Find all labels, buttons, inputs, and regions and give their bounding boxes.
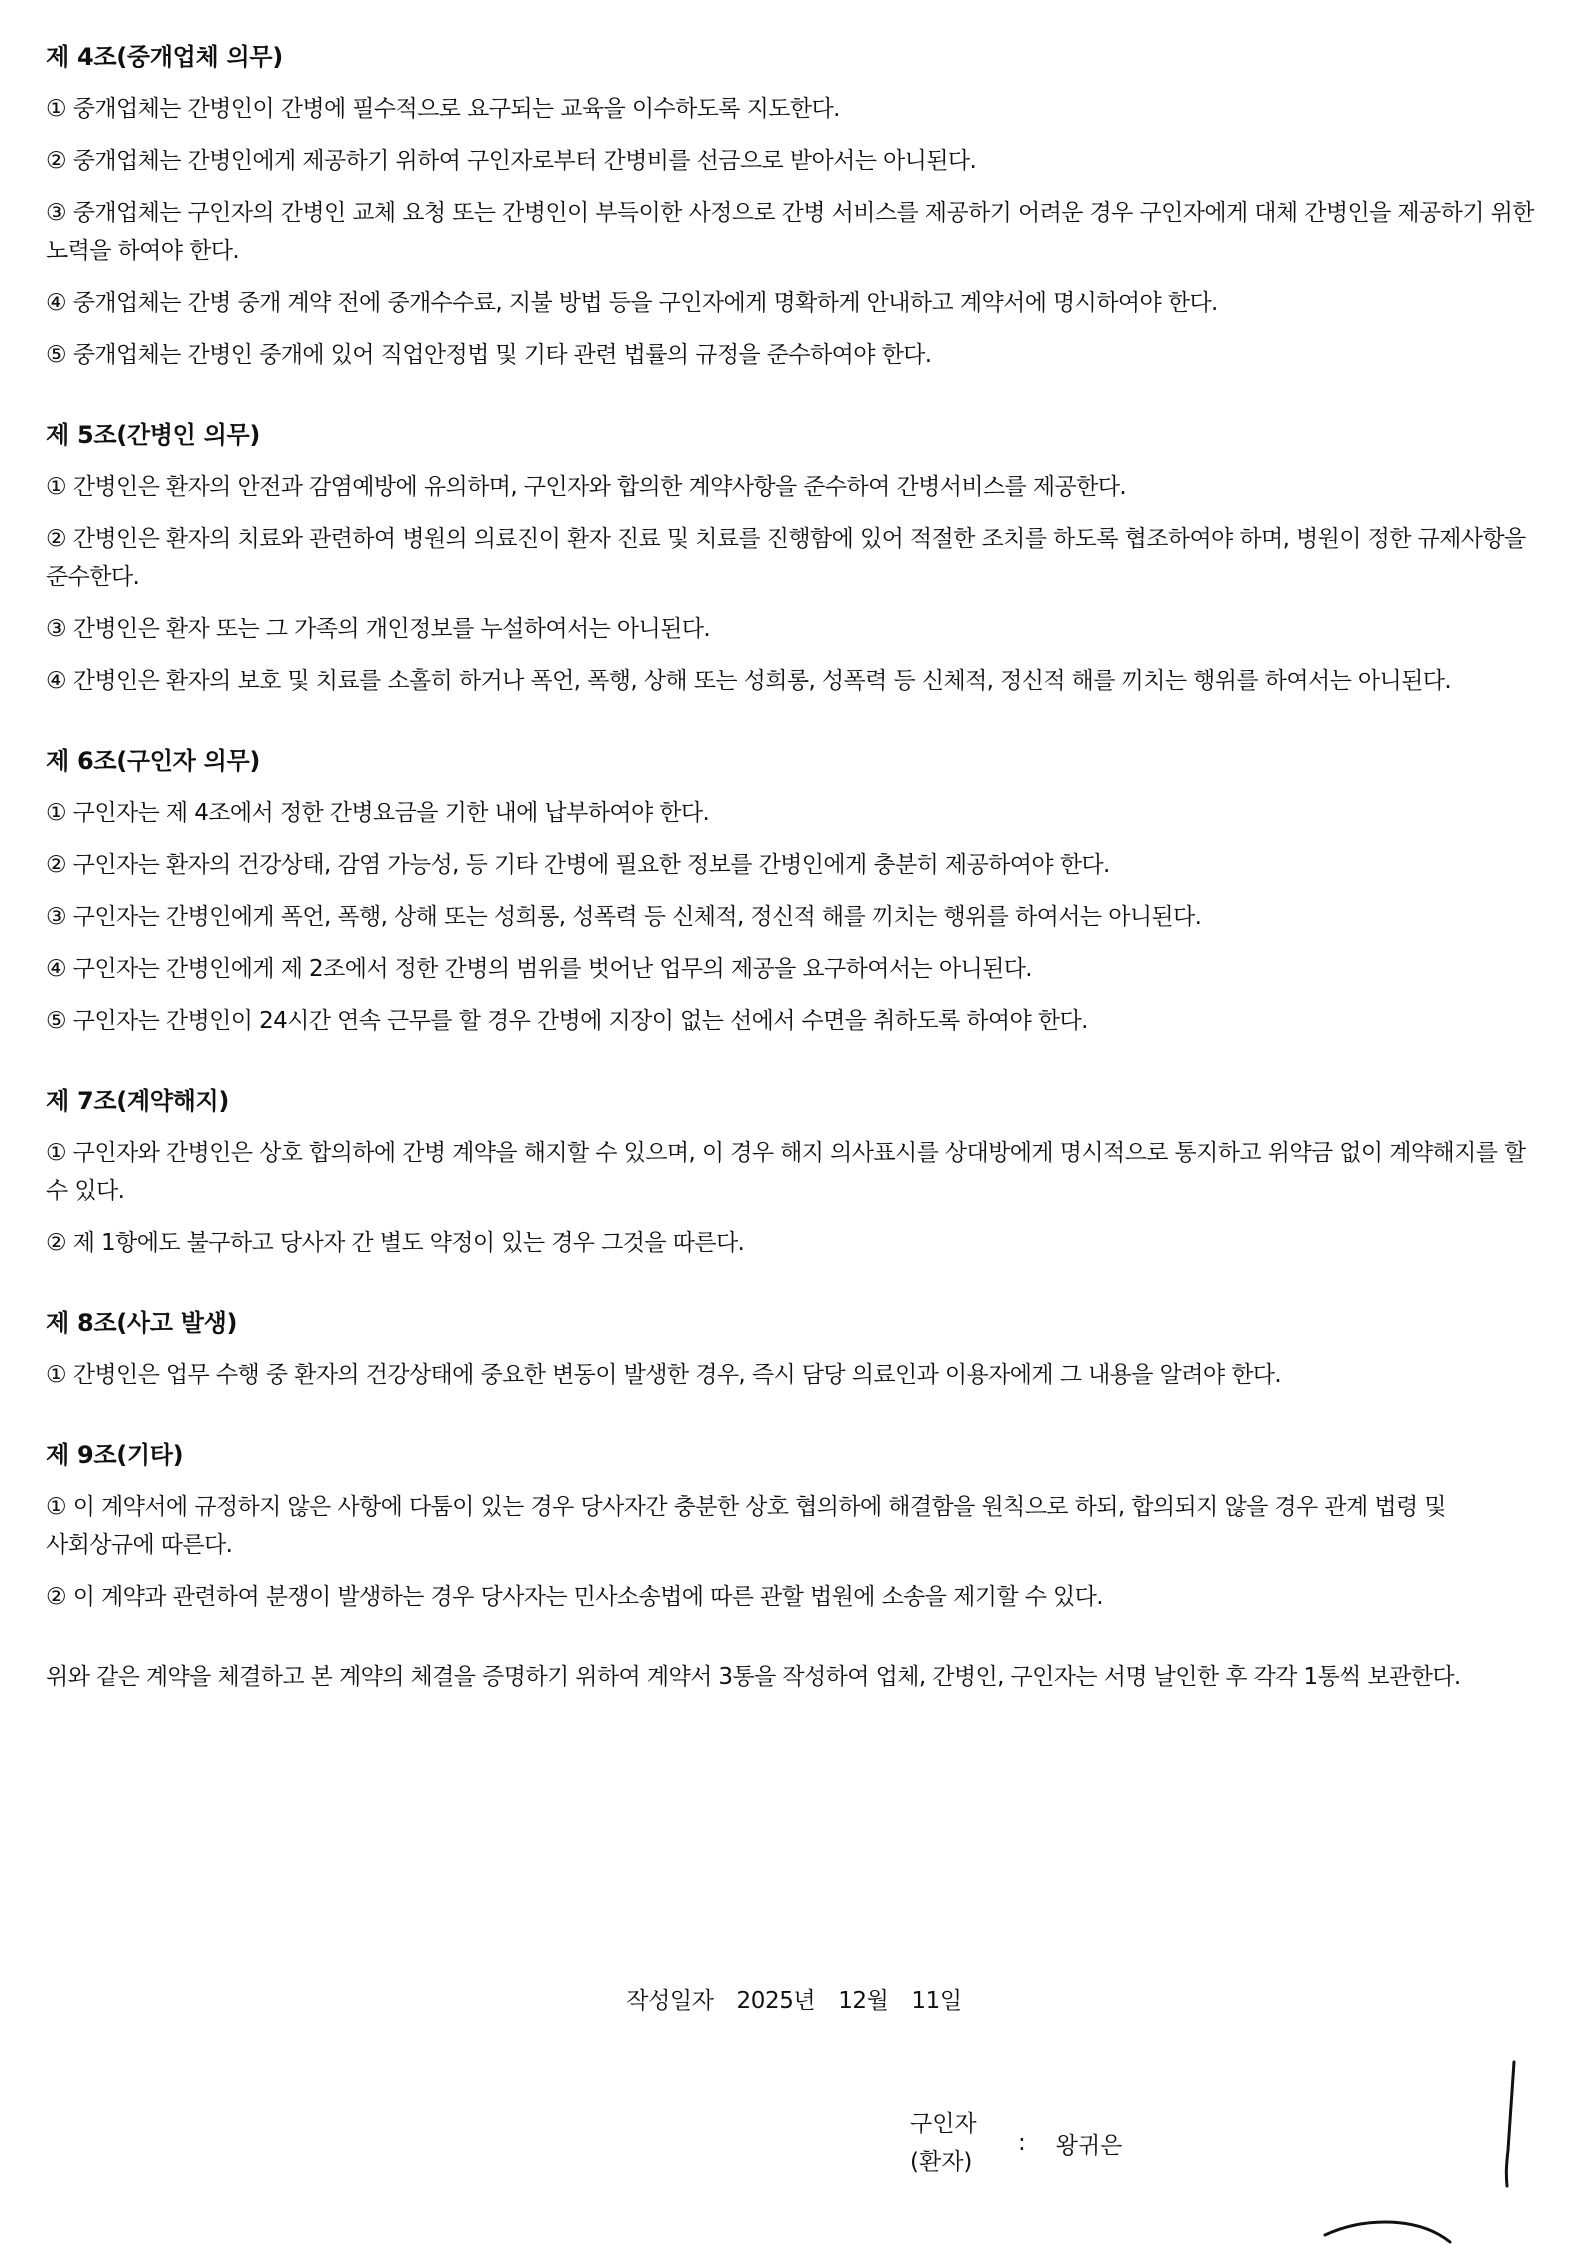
article-heading: 제 4조(중개업체 의무): [46, 43, 283, 71]
clause: ④ 구인자는 간병인에게 제 2조에서 정한 간병의 범위를 벗어난 업무의 제공을 요구하여서는 아니된다.: [46, 956, 1033, 982]
clause: ③ 간병인은 환자 또는 그 가족의 개인정보를 누설하여서는 아니된다.: [46, 616, 711, 642]
clause: ② 제 1항에도 불구하고 당사자 간 별도 약정이 있는 경우 그것을 따른다.: [46, 1230, 745, 1256]
date-day: 11일: [911, 1988, 962, 2014]
article-8: [46, 1304, 1546, 1394]
clause: ① 중개업체는 간병인이 간병에 필수적으로 요구되는 교육을 이수하도록 지도한다.: [46, 96, 840, 122]
clause: ③ 구인자는 간병인에게 폭언, 폭행, 상해 또는 성희롱, 성폭력 등 신체적, 정신적 해를 끼치는 행위를 하여서는 아니된다.: [46, 904, 1202, 930]
clause: ④ 중개업체는 간병 중개 계약 전에 중개수수료, 지불 방법 등을 구인자에게 명확하게 안내하고 계약서에 명시하여야 한다.: [46, 290, 1218, 316]
article-heading: 제 5조(간병인 의무): [46, 421, 261, 449]
signature-stroke-arc: [1325, 2222, 1450, 2242]
clause: ① 구인자는 제 4조에서 정한 간병요금을 기한 내에 납부하여야 한다.: [46, 800, 710, 826]
signer-role-line2: (환자): [910, 2149, 973, 2175]
signature-stroke-vertical: [1506, 2062, 1514, 2186]
date-year: 2025년: [736, 1988, 816, 2014]
clause: ② 간병인은 환자의 치료와 관련하여 병원의 의료진이 환자 진료 및 치료를 진행함에 있어 적절한 조치를 하도록 협조하여야 하며, 병원이 정한 규제사항을 준수한다.: [46, 526, 1526, 590]
signer-colon: :: [1018, 2130, 1026, 2156]
clause: ⑤ 구인자는 간병인이 24시간 연속 근무를 할 경우 간병에 지장이 없는 선에서 수면을 취하도록 하여야 한다.: [46, 1008, 1088, 1034]
date-line: [0, 1982, 1588, 2015]
contract-document: [46, 38, 1546, 1696]
signer-block: [910, 2105, 1122, 2181]
signer-role-line1: 구인자: [910, 2111, 977, 2137]
article-4: [46, 38, 1546, 374]
signer-name: 왕귀은: [1055, 2132, 1123, 2159]
article-9: [46, 1436, 1546, 1616]
handwritten-signature: [1300, 2050, 1580, 2245]
clause: ① 간병인은 업무 수행 중 환자의 건강상태에 중요한 변동이 발생한 경우, 즉시 담당 의료인과 이용자에게 그 내용을 알려야 한다.: [46, 1362, 1282, 1388]
date-month: 12월: [838, 1988, 889, 2014]
article-7: [46, 1082, 1546, 1262]
article-6: [46, 742, 1546, 1040]
closing-statement: 위와 같은 계약을 체결하고 본 계약의 체결을 증명하기 위하여 계약서 3통을 작성하여 업체, 간병인, 구인자는 서명 날인한 후 각각 1통씩 보관한다.: [46, 1664, 1461, 1690]
article-heading: 제 6조(구인자 의무): [46, 747, 261, 775]
clause: ① 이 계약서에 규정하지 않은 사항에 다툼이 있는 경우 당사자간 충분한 상호 협의하에 해결함을 원칙으로 하되, 합의되지 않을 경우 관계 법령 및 사회상규에 따른다.: [46, 1494, 1446, 1558]
clause: ① 구인자와 간병인은 상호 합의하에 간병 계약을 해지할 수 있으며, 이 경우 해지 의사표시를 상대방에게 명시적으로 통지하고 위약금 없이 계약해지를 할 수 있다.: [46, 1140, 1526, 1204]
article-heading: 제 8조(사고 발생): [46, 1309, 238, 1337]
clause: ② 중개업체는 간병인에게 제공하기 위하여 구인자로부터 간병비를 선금으로 받아서는 아니된다.: [46, 148, 977, 174]
date-label: 작성일자: [626, 1988, 714, 2014]
clause: ② 구인자는 환자의 건강상태, 감염 가능성, 등 기타 간병에 필요한 정보를 간병인에게 충분히 제공하여야 한다.: [46, 852, 1110, 878]
clause: ② 이 계약과 관련하여 분쟁이 발생하는 경우 당사자는 민사소송법에 따른 관할 법원에 소송을 제기할 수 있다.: [46, 1584, 1103, 1610]
clause: ④ 간병인은 환자의 보호 및 치료를 소홀히 하거나 폭언, 폭행, 상해 또는 성희롱, 성폭력 등 신체적, 정신적 해를 끼치는 행위를 하여서는 아니된다.: [46, 668, 1452, 694]
clause: ① 간병인은 환자의 안전과 감염예방에 유의하며, 구인자와 합의한 계약사항을 준수하여 간병서비스를 제공한다.: [46, 474, 1127, 500]
article-5: [46, 416, 1546, 700]
article-heading: 제 7조(계약해지): [46, 1087, 230, 1115]
signer-role: [910, 2105, 998, 2181]
clause: ⑤ 중개업체는 간병인 중개에 있어 직업안정법 및 기타 관련 법률의 규정을 준수하여야 한다.: [46, 342, 932, 368]
clause: ③ 중개업체는 구인자의 간병인 교체 요청 또는 간병인이 부득이한 사정으로 간병 서비스를 제공하기 어려운 경우 구인자에게 대체 간병인을 제공하기 위한 노력을 하여야 한다.: [46, 200, 1534, 264]
article-heading: 제 9조(기타): [46, 1441, 184, 1469]
